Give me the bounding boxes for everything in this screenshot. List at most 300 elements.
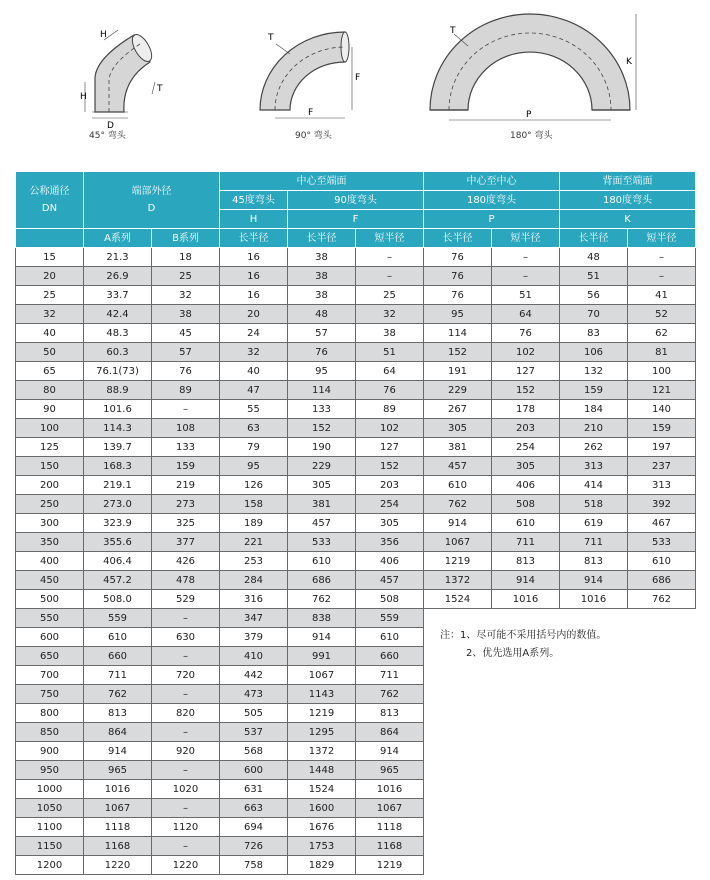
table-cell: 139.7 — [84, 438, 152, 457]
table-cell: 663 — [220, 799, 288, 818]
header-elbow-90: 90度弯头 — [288, 191, 424, 210]
table-cell: 89 — [356, 400, 424, 419]
empty-cell — [492, 761, 560, 780]
table-cell: 610 — [424, 476, 492, 495]
empty-cell — [424, 609, 492, 628]
empty-cell — [424, 761, 492, 780]
table-cell: 406 — [492, 476, 560, 495]
table-cell: 800 — [16, 704, 84, 723]
empty-cell — [492, 799, 560, 818]
table-cell: 229 — [424, 381, 492, 400]
table-cell: 70 — [560, 305, 628, 324]
table-cell: 168.3 — [84, 457, 152, 476]
table-cell: 64 — [492, 305, 560, 324]
table-cell: 467 — [628, 514, 696, 533]
table-cell: 559 — [84, 609, 152, 628]
table-cell: 88.9 — [84, 381, 152, 400]
table-cell: 720 — [152, 666, 220, 685]
table-cell: 95 — [288, 362, 356, 381]
note-line-1: 注：1、尽可能不采用括号内的数值。 — [440, 630, 607, 641]
table-cell: 38 — [152, 305, 220, 324]
header-outer-diameter: 端部外径 D — [84, 172, 220, 229]
table-cell: 379 — [220, 628, 288, 647]
empty-cell — [560, 818, 628, 837]
table-cell: 25 — [356, 286, 424, 305]
empty-cell — [628, 704, 696, 723]
empty-cell — [560, 799, 628, 818]
table-row — [16, 476, 696, 495]
table-cell: 1067 — [84, 799, 152, 818]
table-cell: 76 — [424, 248, 492, 267]
empty-cell — [628, 647, 696, 666]
table-cell: 305 — [424, 419, 492, 438]
empty-cell — [492, 666, 560, 685]
table-cell: 20 — [220, 305, 288, 324]
table-row — [16, 381, 696, 400]
label-f-side: F — [355, 73, 361, 83]
table-cell: 762 — [424, 495, 492, 514]
table-cell: 284 — [220, 571, 288, 590]
header-short-radius-k: 短半径 — [628, 229, 696, 248]
table-cell: 347 — [220, 609, 288, 628]
table-cell: 191 — [424, 362, 492, 381]
table-cell: 40 — [220, 362, 288, 381]
table-cell: 1067 — [424, 533, 492, 552]
table-cell: 95 — [220, 457, 288, 476]
table-cell: 650 — [16, 647, 84, 666]
table-cell: 914 — [492, 571, 560, 590]
table-cell: 38 — [356, 324, 424, 343]
table-cell: 1016 — [560, 590, 628, 609]
table-cell: 18 — [152, 248, 220, 267]
table-cell: 76 — [492, 324, 560, 343]
table-cell: 32 — [220, 343, 288, 362]
table-cell: 610 — [628, 552, 696, 571]
table-cell: 694 — [220, 818, 288, 837]
table-cell: 900 — [16, 742, 84, 761]
empty-cell — [628, 856, 696, 875]
table-cell: 250 — [16, 495, 84, 514]
table-cell: 550 — [16, 609, 84, 628]
table-cell: 1016 — [492, 590, 560, 609]
table-cell: 473 — [220, 685, 288, 704]
table-cell: 254 — [492, 438, 560, 457]
table-cell: 533 — [628, 533, 696, 552]
table-cell: 457 — [356, 571, 424, 590]
table-cell: 568 — [220, 742, 288, 761]
table-cell: 750 — [16, 685, 84, 704]
table-cell: 62 — [628, 324, 696, 343]
table-cell: 48 — [288, 305, 356, 324]
table-cell: 159 — [628, 419, 696, 438]
empty-cell — [560, 761, 628, 780]
empty-cell — [628, 761, 696, 780]
empty-cell — [628, 837, 696, 856]
table-cell: 600 — [16, 628, 84, 647]
empty-cell — [560, 704, 628, 723]
table-cell: 38 — [288, 267, 356, 286]
table-cell: 41 — [628, 286, 696, 305]
header-symbol-f: F — [288, 210, 424, 229]
table-cell: 267 — [424, 400, 492, 419]
table-cell: 55 — [220, 400, 288, 419]
table-cell: 48 — [560, 248, 628, 267]
table-cell: 89 — [152, 381, 220, 400]
empty-cell — [424, 723, 492, 742]
empty-cell — [560, 609, 628, 628]
table-cell: 762 — [288, 590, 356, 609]
table-row — [16, 438, 696, 457]
table-cell: 101.6 — [84, 400, 152, 419]
table-cell: 950 — [16, 761, 84, 780]
header-elbow-180-k: 180度弯头 — [560, 191, 696, 210]
table-cell: 219 — [152, 476, 220, 495]
table-cell: 457 — [288, 514, 356, 533]
empty-cell — [492, 837, 560, 856]
caption-180: 180° 弯头 — [510, 131, 553, 141]
table-row — [16, 286, 696, 305]
table-cell: 392 — [628, 495, 696, 514]
table-cell: 273 — [152, 495, 220, 514]
table-cell: 660 — [84, 647, 152, 666]
table-cell: 1050 — [16, 799, 84, 818]
table-row — [16, 457, 696, 476]
table-cell: 57 — [152, 343, 220, 362]
elbow-diagrams — [0, 0, 710, 160]
table-cell: 1200 — [16, 856, 84, 875]
table-cell: 158 — [220, 495, 288, 514]
table-cell: 200 — [16, 476, 84, 495]
table-cell: 126 — [220, 476, 288, 495]
table-cell: 537 — [220, 723, 288, 742]
table-cell: 76 — [356, 381, 424, 400]
empty-cell — [424, 742, 492, 761]
table-row — [16, 343, 696, 362]
table-cell: 711 — [84, 666, 152, 685]
table-row — [16, 666, 696, 685]
table-cell: 1020 — [152, 780, 220, 799]
table-cell: 26.9 — [84, 267, 152, 286]
label-h-top: H — [100, 30, 107, 40]
table-row — [16, 324, 696, 343]
table-cell: 114 — [288, 381, 356, 400]
table-cell: 108 — [152, 419, 220, 438]
table-cell: 631 — [220, 780, 288, 799]
table-cell: 273.0 — [84, 495, 152, 514]
header-symbol-h: H — [220, 210, 288, 229]
table-row — [16, 533, 696, 552]
elbow-180-drawing — [430, 14, 636, 120]
empty-cell — [560, 856, 628, 875]
table-cell: 600 — [220, 761, 288, 780]
header-long-radius-p: 长半径 — [424, 229, 492, 248]
table-cell: 79 — [220, 438, 288, 457]
table-cell: 221 — [220, 533, 288, 552]
table-cell: 457.2 — [84, 571, 152, 590]
table-cell: 920 — [152, 742, 220, 761]
header-center-to-center: 中心至中心 — [424, 172, 560, 191]
table-row — [16, 552, 696, 571]
empty-cell — [424, 818, 492, 837]
header-series-b: B系列 — [152, 229, 220, 248]
table-cell: 133 — [152, 438, 220, 457]
table-cell: 48.3 — [84, 324, 152, 343]
table-cell: 610 — [356, 628, 424, 647]
table-cell: 762 — [84, 685, 152, 704]
table-cell: 50 — [16, 343, 84, 362]
table-cell: – — [356, 267, 424, 286]
header-elbow-45: 45度弯头 — [220, 191, 288, 210]
table-cell: 178 — [492, 400, 560, 419]
empty-cell — [560, 723, 628, 742]
table-cell: 813 — [492, 552, 560, 571]
table-cell: 533 — [288, 533, 356, 552]
table-cell: 203 — [356, 476, 424, 495]
table-cell: 381 — [288, 495, 356, 514]
table-cell: 40 — [16, 324, 84, 343]
empty-cell — [560, 647, 628, 666]
table-cell: 1676 — [288, 818, 356, 837]
table-cell: 152 — [356, 457, 424, 476]
empty-cell — [492, 609, 560, 628]
table-cell: 152 — [492, 381, 560, 400]
table-cell: 51 — [492, 286, 560, 305]
table-cell: 686 — [628, 571, 696, 590]
table-cell: 1753 — [288, 837, 356, 856]
table-cell: 914 — [424, 514, 492, 533]
table-cell: 1448 — [288, 761, 356, 780]
empty-cell — [628, 609, 696, 628]
table-cell: 914 — [560, 571, 628, 590]
table-row — [16, 419, 696, 438]
table-cell: – — [152, 400, 220, 419]
table-cell: 711 — [492, 533, 560, 552]
table-cell: – — [492, 248, 560, 267]
table-cell: 56 — [560, 286, 628, 305]
header-back-to-end: 背面至端面 — [560, 172, 696, 191]
empty-cell — [424, 856, 492, 875]
label-t-90: T — [268, 33, 274, 43]
empty-cell — [560, 837, 628, 856]
table-cell: 189 — [220, 514, 288, 533]
table-cell: 965 — [84, 761, 152, 780]
table-cell: – — [152, 609, 220, 628]
table-cell: 381 — [424, 438, 492, 457]
table-cell: 125 — [16, 438, 84, 457]
table-cell: 81 — [628, 343, 696, 362]
table-cell: 95 — [424, 305, 492, 324]
table-row — [16, 495, 696, 514]
table-row — [16, 590, 696, 609]
table-cell: 253 — [220, 552, 288, 571]
table-cell: 559 — [356, 609, 424, 628]
table-cell: 80 — [16, 381, 84, 400]
table-cell: 1143 — [288, 685, 356, 704]
table-cell: 305 — [492, 457, 560, 476]
table-row — [16, 362, 696, 381]
table-cell: 711 — [560, 533, 628, 552]
empty-cell — [628, 685, 696, 704]
table-cell: 16 — [220, 286, 288, 305]
table-cell: 1016 — [84, 780, 152, 799]
table-cell: 508 — [492, 495, 560, 514]
table-cell: 1168 — [84, 837, 152, 856]
table-cell: 1100 — [16, 818, 84, 837]
table-row — [16, 818, 696, 837]
table-cell: 442 — [220, 666, 288, 685]
table-cell: 1219 — [288, 704, 356, 723]
table-cell: 16 — [220, 267, 288, 286]
table-cell: – — [152, 837, 220, 856]
caption-45: 45° 弯头 — [89, 131, 126, 141]
table-cell: 457 — [424, 457, 492, 476]
table-cell: 1067 — [288, 666, 356, 685]
table-row — [16, 761, 696, 780]
table-cell: 1118 — [84, 818, 152, 837]
table-cell: 686 — [288, 571, 356, 590]
table-cell: 850 — [16, 723, 84, 742]
label-t-45: T — [157, 84, 163, 94]
table-cell: 838 — [288, 609, 356, 628]
empty-cell — [628, 799, 696, 818]
table-cell: 356 — [356, 533, 424, 552]
table-row — [16, 647, 696, 666]
table-cell: 505 — [220, 704, 288, 723]
table-cell: – — [628, 267, 696, 286]
table-cell: 102 — [356, 419, 424, 438]
table-cell: 1524 — [424, 590, 492, 609]
table-cell: 410 — [220, 647, 288, 666]
table-row — [16, 248, 696, 267]
table-cell: 127 — [492, 362, 560, 381]
empty-cell — [424, 780, 492, 799]
empty-cell — [560, 780, 628, 799]
label-h-side: H — [80, 92, 87, 102]
empty-cell — [492, 856, 560, 875]
elbow-90-drawing — [260, 32, 360, 118]
table-cell: 1295 — [288, 723, 356, 742]
table-cell: 1168 — [356, 837, 424, 856]
table-cell: 323.9 — [84, 514, 152, 533]
table-cell: 1220 — [152, 856, 220, 875]
table-cell: 254 — [356, 495, 424, 514]
empty-cell — [424, 837, 492, 856]
table-cell: 406.4 — [84, 552, 152, 571]
table-cell: 518 — [560, 495, 628, 514]
header-symbol-p: P — [424, 210, 560, 229]
table-cell: 660 — [356, 647, 424, 666]
table-cell: 377 — [152, 533, 220, 552]
header-long-radius-f: 长半径 — [288, 229, 356, 248]
empty-cell — [628, 742, 696, 761]
table-cell: 711 — [356, 666, 424, 685]
table-cell: 24 — [220, 324, 288, 343]
table-cell: 313 — [628, 476, 696, 495]
table-cell: 1219 — [424, 552, 492, 571]
table-cell: 152 — [424, 343, 492, 362]
table-cell: 42.4 — [84, 305, 152, 324]
table-row — [16, 305, 696, 324]
table-row — [16, 514, 696, 533]
table-cell: – — [152, 723, 220, 742]
empty-cell — [560, 685, 628, 704]
table-cell: 762 — [628, 590, 696, 609]
table-row — [16, 704, 696, 723]
table-cell: 1118 — [356, 818, 424, 837]
table-cell: 400 — [16, 552, 84, 571]
empty-cell — [628, 818, 696, 837]
table-cell: – — [152, 799, 220, 818]
table-cell: 350 — [16, 533, 84, 552]
table-cell: 619 — [560, 514, 628, 533]
table-cell: – — [152, 685, 220, 704]
table-cell: 15 — [16, 248, 84, 267]
empty-cell — [424, 704, 492, 723]
empty-cell — [492, 685, 560, 704]
table-cell: 133 — [288, 400, 356, 419]
header-symbol-k: K — [560, 210, 696, 229]
table-cell: 630 — [152, 628, 220, 647]
table-cell: 25 — [152, 267, 220, 286]
table-cell: 64 — [356, 362, 424, 381]
table-cell: 508 — [356, 590, 424, 609]
table-cell: 114.3 — [84, 419, 152, 438]
table-cell: – — [492, 267, 560, 286]
table-row — [16, 780, 696, 799]
table-cell: 83 — [560, 324, 628, 343]
table-cell: 45 — [152, 324, 220, 343]
table-cell: 159 — [152, 457, 220, 476]
header-series-a: A系列 — [84, 229, 152, 248]
table-cell: 32 — [16, 305, 84, 324]
table-cell: 76 — [152, 362, 220, 381]
table-row — [16, 685, 696, 704]
table-cell: 426 — [152, 552, 220, 571]
table-cell: 159 — [560, 381, 628, 400]
label-p: P — [526, 110, 532, 120]
table-cell: 1150 — [16, 837, 84, 856]
table-cell: 51 — [560, 267, 628, 286]
elbow-45-drawing — [80, 30, 163, 131]
table-cell: 1829 — [288, 856, 356, 875]
label-t-180: T — [450, 26, 456, 36]
table-cell: 76 — [424, 286, 492, 305]
table-cell: 529 — [152, 590, 220, 609]
empty-cell — [424, 666, 492, 685]
table-cell: – — [628, 248, 696, 267]
label-f-bottom: F — [308, 108, 314, 118]
table-cell: 610 — [492, 514, 560, 533]
table-cell: 203 — [492, 419, 560, 438]
table-cell: 758 — [220, 856, 288, 875]
table-cell: 38 — [288, 286, 356, 305]
table-cell: 914 — [84, 742, 152, 761]
empty-cell — [492, 742, 560, 761]
table-row — [16, 267, 696, 286]
table-cell: 1600 — [288, 799, 356, 818]
table-row — [16, 723, 696, 742]
header-short-radius-f: 短半径 — [356, 229, 424, 248]
table-cell: 726 — [220, 837, 288, 856]
table-row — [16, 742, 696, 761]
table-cell: 262 — [560, 438, 628, 457]
table-row — [16, 400, 696, 419]
empty-cell — [492, 723, 560, 742]
table-cell: 1067 — [356, 799, 424, 818]
table-cell: 991 — [288, 647, 356, 666]
elbow-dimension-table — [15, 171, 696, 875]
table-cell: 90 — [16, 400, 84, 419]
